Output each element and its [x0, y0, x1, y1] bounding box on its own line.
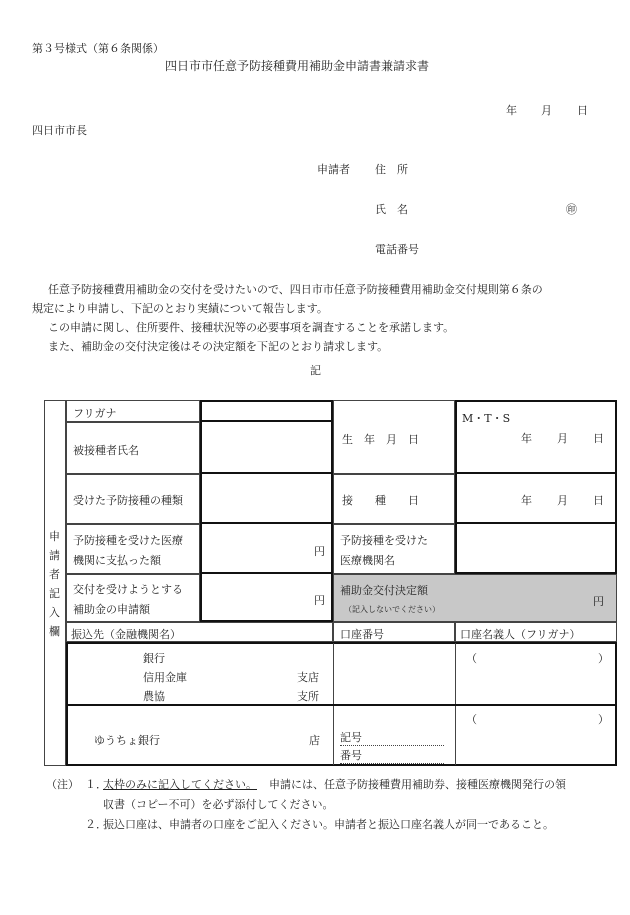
birth-date-input[interactable]	[455, 400, 617, 474]
phone-label: 電話番号	[375, 243, 419, 256]
store-label: 店	[309, 734, 320, 747]
account-number-label: 口座番号	[340, 628, 384, 641]
request-amount-input[interactable]	[200, 572, 333, 622]
furigana-input[interactable]	[200, 400, 333, 422]
ki-label: 記	[310, 364, 321, 377]
intro-line-3: この申請に関し、住所要件、接種状況等の必要事項を調査することを承諾します。	[48, 321, 455, 334]
birth-day: 日	[593, 432, 604, 445]
address-label: 住 所	[375, 163, 408, 176]
decision-yen: 円	[593, 595, 604, 608]
account-number-input[interactable]	[334, 644, 454, 703]
decision-note: （記入しないでください）	[344, 605, 440, 614]
era-options: M・T・S	[462, 412, 511, 425]
vaccination-date-label-cell	[333, 474, 455, 524]
intro-line-4: また、補助金の交付決定後はその決定額を下記のとおり請求します。	[48, 340, 389, 353]
form-title: 四日市市任意予防接種費用補助金申請書兼請求書	[165, 59, 430, 73]
birth-month: 月	[557, 432, 568, 445]
paid-amount-input[interactable]	[200, 522, 333, 574]
branch-office-label: 支所	[297, 690, 319, 703]
applicant-label: 申請者	[317, 163, 350, 176]
form-number: 第３号様式（第６条関係）	[32, 42, 164, 55]
vaccination-year: 年	[521, 494, 532, 507]
side-label-cell	[44, 400, 66, 766]
holder-paren-close: ）	[598, 652, 609, 665]
clinic-label-cell	[333, 524, 455, 574]
note-1-text: 申請には、任意予防接種費用補助券、接種医療機関発行の領	[269, 778, 566, 791]
request-amount-label-1: 交付を受けようとする	[73, 583, 183, 596]
request-amount-label-2: 補助金の申請額	[73, 603, 150, 616]
vaccination-date-label: 接 種 日	[342, 494, 419, 507]
yucho-holder-input[interactable]	[456, 707, 615, 764]
vaccine-type-input[interactable]	[200, 472, 333, 524]
account-holder-input[interactable]	[456, 644, 615, 703]
patient-name-label: 被接種者氏名	[73, 444, 139, 457]
vaccination-month: 月	[557, 494, 568, 507]
request-amount-yen: 円	[314, 594, 325, 607]
notes-prefix: （注）	[46, 778, 79, 791]
bank-name-input[interactable]	[68, 644, 332, 703]
divider-h	[67, 704, 616, 706]
paid-amount-label-2: 機関に支払った額	[73, 554, 161, 567]
bank-label: 銀行	[143, 652, 165, 665]
account-holder-label: 口座名義人（フリガナ）	[460, 628, 581, 641]
intro-line-2: 規定により申請し、下記のとおり実績について報告します。	[32, 302, 328, 315]
shinkin-label: 信用金庫	[143, 671, 187, 684]
kigo-label: 記号	[340, 729, 444, 746]
paid-amount-yen: 円	[314, 545, 325, 558]
decision-label: 補助金交付決定額	[340, 584, 428, 597]
clinic-name-input[interactable]	[455, 522, 617, 574]
furigana-label-cell	[66, 400, 200, 422]
transfer-label: 振込先（金融機関名）	[71, 628, 181, 641]
furigana-label: フリガナ	[73, 407, 117, 420]
bango-label: 番号	[340, 747, 444, 764]
account-number-header	[333, 622, 455, 642]
account-holder-header	[455, 622, 617, 642]
branch-label: 支店	[297, 671, 319, 684]
vaccine-type-label-cell	[66, 474, 200, 524]
vaccination-date-input[interactable]	[455, 472, 617, 524]
request-amount-label-cell	[66, 574, 200, 622]
date-day-label: 日	[577, 104, 588, 117]
note-1-number: １．	[85, 778, 107, 791]
name-label: 氏 名	[375, 203, 408, 216]
birth-label-cell	[333, 400, 455, 474]
patient-name-label-cell	[66, 422, 200, 474]
paid-amount-label-1: 予防接種を受けた医療	[73, 534, 183, 547]
yucho-account-input[interactable]	[334, 707, 454, 764]
note-1-underlined: 太枠のみに記入してください。	[103, 778, 257, 791]
clinic-label-1: 予防接種を受けた	[340, 534, 428, 547]
paid-amount-label-cell	[66, 524, 200, 574]
note-1-line-2: 収書（コピー不可）を必ず添付してください。	[103, 798, 334, 811]
vaccine-type-label: 受けた予防接種の種類	[73, 494, 183, 507]
date-year-label: 年	[506, 104, 517, 117]
transfer-label-cell	[66, 622, 333, 642]
note-2-number: ２．	[85, 818, 107, 831]
addressee: 四日市市長	[32, 124, 87, 137]
note-2-text: 振込口座は、申請者の口座をご記入ください。申請者と振込口座名義人が同一であること。	[103, 818, 554, 831]
clinic-label-2: 医療機関名	[340, 554, 395, 567]
yucho-paren-open: （	[466, 713, 477, 726]
birth-label: 生 年 月 日	[342, 433, 419, 446]
yucho-label: ゆうちょ銀行	[94, 734, 160, 747]
side-label: 申請者記入欄	[49, 530, 60, 638]
date-month-label: 月	[541, 104, 552, 117]
yucho-branch-input[interactable]	[68, 707, 332, 764]
patient-name-input[interactable]	[200, 420, 333, 474]
seal-mark: ㊞	[566, 203, 577, 216]
vaccination-day: 日	[593, 494, 604, 507]
birth-year: 年	[521, 432, 532, 445]
nokyo-label: 農協	[143, 690, 165, 703]
holder-paren-open: （	[466, 652, 477, 665]
decision-amount-cell	[333, 574, 617, 622]
yucho-paren-close: ）	[598, 713, 609, 726]
intro-line-1: 任意予防接種費用補助金の交付を受けたいので、四日市市任意予防接種費用補助金交付規則第６条の	[48, 283, 543, 296]
